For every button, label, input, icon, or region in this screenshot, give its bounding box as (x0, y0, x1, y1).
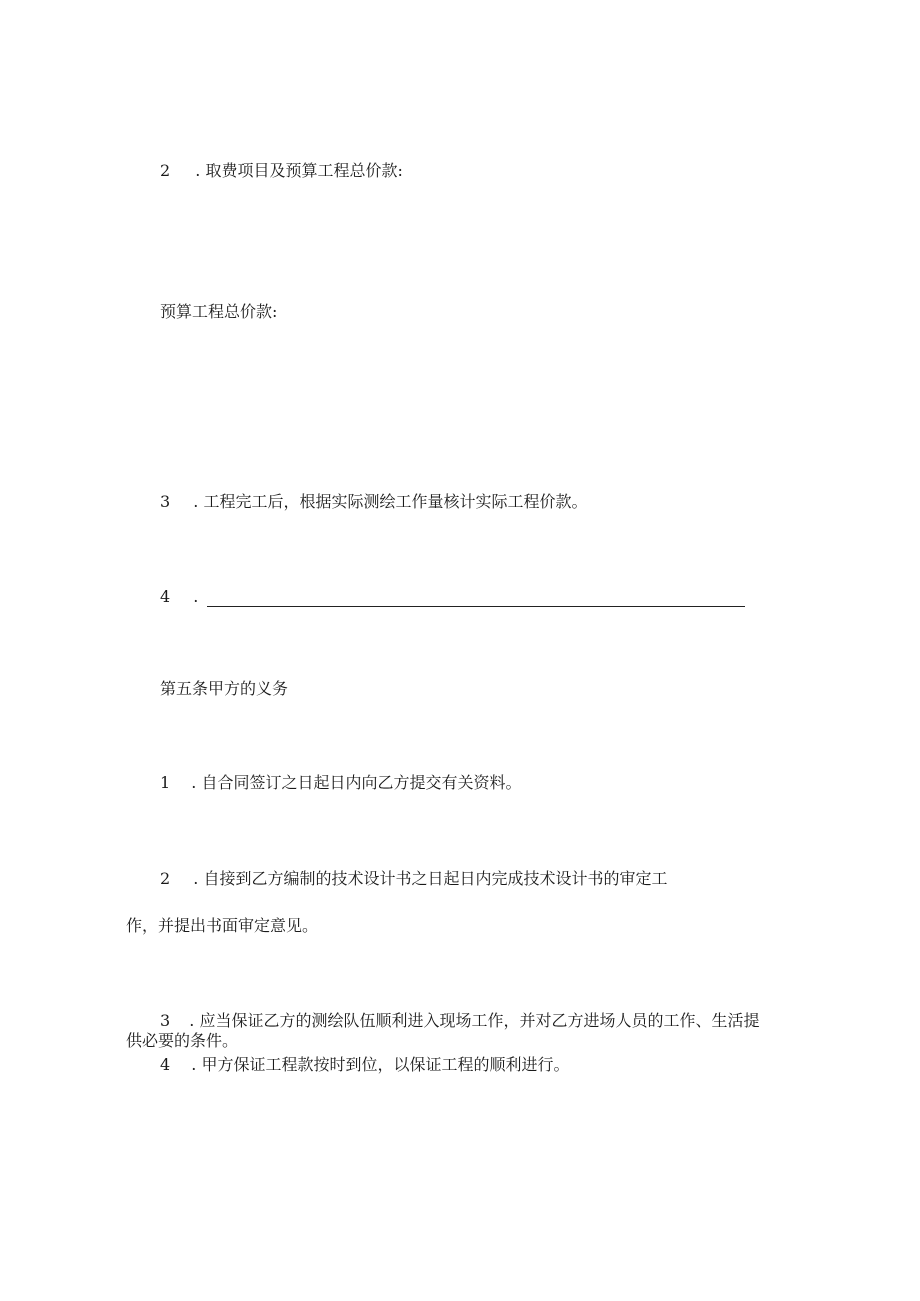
item-dot: . (193, 869, 199, 888)
item-dot: . (193, 587, 199, 606)
item-text: 取费项目及预算工程总价款: (205, 161, 403, 180)
item-number: 1 (160, 773, 171, 792)
item-text: 自合同签订之日起日内向乙方提交有关资料。 (201, 773, 522, 792)
fill-in-underline (207, 592, 745, 607)
item-text: 应当保证乙方的测绘队伍顺利进入现场工作，并对乙方进场人员的工作、生活提 (199, 1011, 760, 1030)
item-dot: . (193, 492, 199, 511)
item-number: 3 (160, 492, 171, 511)
item-number: 2 (160, 161, 171, 180)
item-number: 4 (160, 587, 171, 606)
section-title: 第五条甲方的义务 (160, 679, 289, 698)
item-number: 4 (160, 1055, 171, 1074)
obligation-item-1 (160, 773, 521, 793)
obligation-item-2 (160, 869, 667, 889)
obligation-item-3 (160, 1011, 759, 1031)
item-actual-price (160, 492, 587, 512)
item-text: 甲方保证工程款按时到位，以保证工程的顺利进行。 (201, 1055, 570, 1074)
item-blank-line (160, 587, 745, 607)
obligation-item-3-continued (126, 1031, 238, 1051)
item-dot: . (191, 773, 197, 792)
obligation-item-4 (160, 1055, 569, 1075)
item-text: 预算工程总价款: (160, 302, 278, 321)
item-text: 工程完工后，根据实际测绘工作量核计实际工程价款。 (203, 492, 588, 511)
item-fee-heading (160, 161, 403, 181)
item-text: 自接到乙方编制的技术设计书之日起日内完成技术设计书的审定工 (203, 869, 668, 888)
item-text: 供必要的条件。 (126, 1031, 239, 1050)
item-dot: . (191, 1055, 197, 1074)
section-heading (160, 679, 288, 699)
item-dot: . (195, 161, 201, 180)
item-dot: . (189, 1011, 195, 1030)
item-number: 3 (160, 1011, 171, 1030)
item-text: 作，并提出书面审定意见。 (126, 916, 319, 935)
budget-total-label (160, 302, 277, 322)
item-number: 2 (160, 869, 171, 888)
obligation-item-2-continued (126, 916, 318, 936)
